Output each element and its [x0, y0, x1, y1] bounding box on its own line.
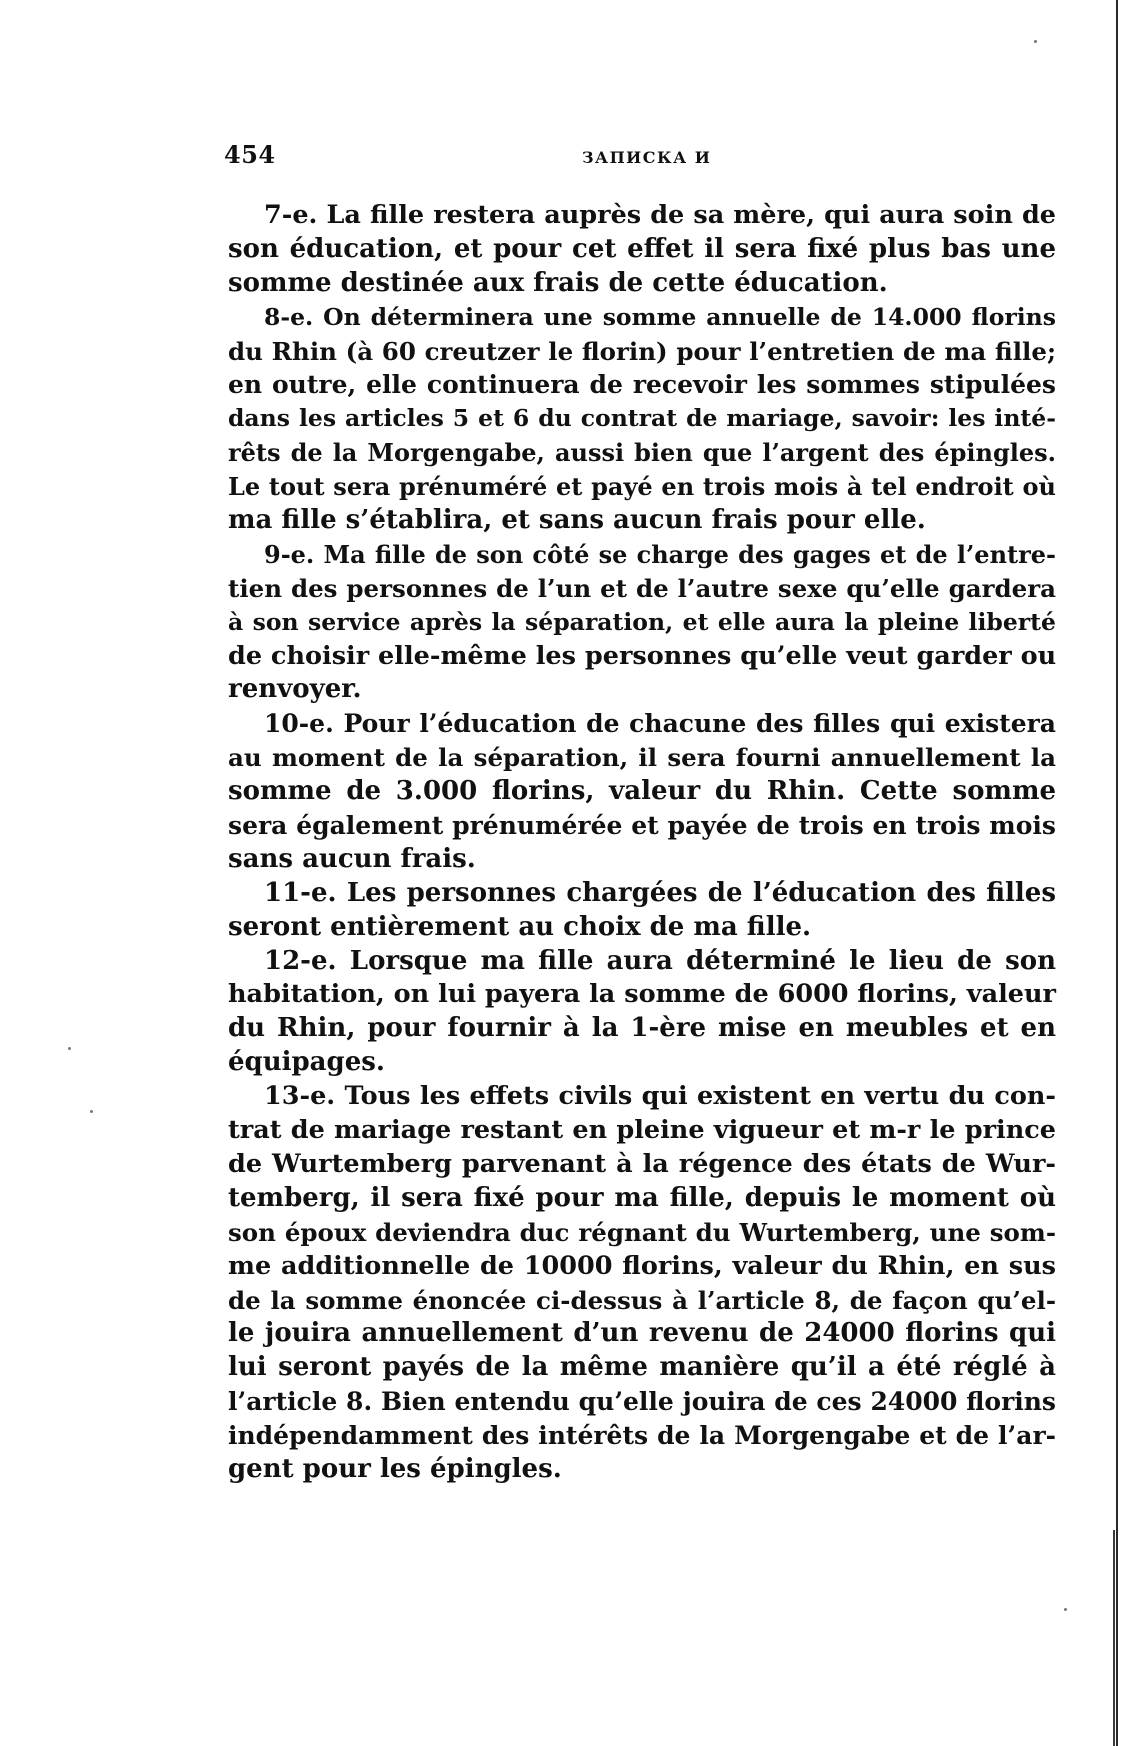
- text-line: somme de 3.000 florins, valeur du Rhin. Cette somme: [228, 776, 1056, 807]
- scan-speck: [1034, 40, 1037, 43]
- scan-speck: [90, 1110, 93, 1113]
- text-line: son éducation, et pour cet effet il sera fixé plus bas une: [228, 233, 1056, 264]
- page-header: [224, 140, 712, 174]
- text-line: du Rhin, pour fournir à la 1-ère mise en meubles et en: [228, 1013, 1056, 1044]
- text-line: ma fille s’établira, et sans aucun frais pour elle.: [228, 505, 926, 536]
- scan-edge-line: [1116, 0, 1118, 1746]
- text-line: 10-e. Pour l’éducation de chacune des filles qui existera: [264, 709, 1056, 739]
- text-line: renvoyer.: [228, 674, 362, 705]
- text-body: [228, 199, 1056, 1487]
- scan-speck: [1064, 1608, 1067, 1611]
- text-line: 12-e. Lorsque ma fille aura déterminé le lieu de son: [264, 945, 1056, 976]
- text-line: 8-e. On déterminera une somme annuelle de 14.000 florins: [264, 302, 1056, 331]
- text-line: du Rhin (à 60 creutzer le florin) pour l’entretien de ma fille;: [228, 336, 1056, 366]
- text-line: me additionnelle de 10000 florins, valeur du Rhin, en sus: [228, 1250, 1056, 1281]
- text-line: au moment de la séparation, il sera fourni annuellement la: [228, 743, 1056, 773]
- text-line: sera également prénumérée et payée de trois en trois mois: [228, 811, 1056, 841]
- text-line: 9-e. Ma fille de son côté se charge des gages et de l’entre-: [264, 539, 1056, 569]
- text-line: équipages.: [228, 1047, 385, 1078]
- text-line: sans aucun frais.: [228, 843, 476, 874]
- text-line: 11-e. Les personnes chargées de l’éducation des filles: [264, 877, 1056, 908]
- text-line: 13-e. Tous les effets civils qui existent en vertu du con-: [264, 1081, 1056, 1112]
- text-line: somme destinée aux frais de cette éducation.: [228, 267, 888, 298]
- text-line: de la somme énoncée ci-dessus à l’article 8, de façon qu’el-: [228, 1285, 1056, 1315]
- text-line: rêts de la Morgengabe, aussi bien que l’argent des épingles.: [228, 438, 1056, 468]
- text-line: de choisir elle-même les personnes qu’elle veut garder ou: [228, 640, 1057, 671]
- text-line: son époux deviendra duc régnant du Wurtemberg, une som-: [228, 1217, 1056, 1247]
- text-line: indépendamment des intérêts de la Morgengabe et de l’ar-: [228, 1421, 1056, 1451]
- text-line: l’article 8. Bien entendu qu’elle jouira de ces 24000 florins: [228, 1387, 1056, 1417]
- text-line: temberg, il sera fixé pour ma fille, depuis le moment où: [228, 1182, 1056, 1213]
- text-line: à son service après la séparation, et elle aura la pleine liberté: [228, 607, 1056, 636]
- text-line: Le tout sera prénuméré et payé en trois mois à tel endroit où: [228, 472, 1056, 502]
- text-line: lui seront payés de la même manière qu’il a été réglé à: [228, 1352, 1056, 1383]
- scan-edge-line-lower: [1113, 1530, 1115, 1746]
- text-line: en outre, elle continuera de recevoir les sommes stipulées: [228, 370, 1056, 400]
- text-line: dans les articles 5 et 6 du contrat de mariage, savoir: les inté-: [228, 404, 1056, 433]
- running-head: ЗАПИСКА И: [582, 148, 712, 167]
- scan-speck: [68, 1047, 71, 1050]
- text-line: gent pour les épingles.: [228, 1453, 562, 1484]
- text-line: le jouira annuellement d’un revenu de 24000 florins qui: [228, 1318, 1056, 1349]
- text-line: seront entièrement au choix de ma fille.: [228, 911, 812, 942]
- text-line: 7-e. La fille restera auprès de sa mère, qui aura soin de: [264, 200, 1056, 230]
- text-line: tien des personnes de l’un et de l’autre sexe qu’elle gardera: [228, 573, 1056, 603]
- text-line: de Wurtemberg parvenant à la régence des états de Wur-: [228, 1148, 1056, 1179]
- page-number: 454: [224, 140, 276, 169]
- text-line: trat de mariage restant en pleine vigueur et m-r le prince: [228, 1115, 1056, 1146]
- text-line: habitation, on lui payera la somme de 6000 florins, valeur: [228, 979, 1056, 1010]
